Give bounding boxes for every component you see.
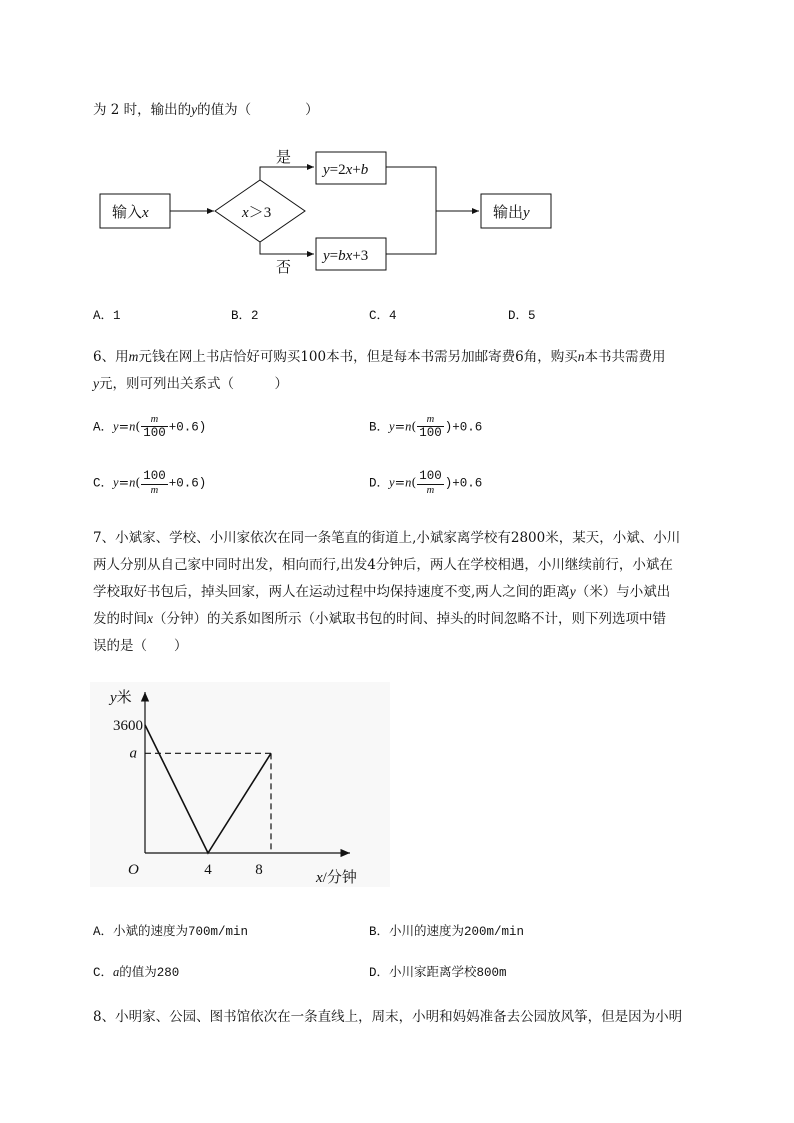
q7-line-2: 两人分别从自己家中同时出发，相向而行,出发4分钟后，两人在学校相遇，小川继续前行，小斌在 bbox=[93, 557, 673, 573]
flow-condition-text: x＞3 bbox=[242, 205, 272, 221]
q6-option-d: D．y=n( $\frac{100}{m}$ )+0.6 bbox=[369, 469, 483, 496]
q7-line-1: 7、小斌家、学校、小川家依次在同一条笔直的街道上,小斌家离学校有2800米，某天，小斌、小川 bbox=[93, 530, 681, 546]
flow-merge-connector bbox=[386, 167, 436, 254]
q6-option-a: A．y=n( $\frac{m}{100}$ +0.6) bbox=[93, 414, 207, 440]
flow-yes-label: 是 bbox=[276, 150, 292, 166]
origin-label: O bbox=[128, 862, 139, 878]
q6-option-c-fraction: $\frac{100}{m}$ bbox=[143, 469, 166, 496]
q6-option-b-fraction: $\frac{m}{100}$ bbox=[419, 414, 442, 440]
q7-chart bbox=[90, 682, 390, 887]
flow-yes-formula: y=2x+b bbox=[323, 162, 369, 178]
flow-input-text: 输入x bbox=[112, 205, 149, 221]
q6-option-d-fraction: $\frac{100}{m}$ bbox=[419, 469, 442, 496]
flow-output-text: 输出y bbox=[493, 205, 530, 221]
y-tick-label-a: a bbox=[129, 745, 137, 762]
q6-line-1: 6、用m元钱在网上书店恰好可购买100本书，但是每本书需另加邮寄费6角，购买n本书共需费用 bbox=[93, 349, 666, 365]
q5-question-tail: 为 2 时，输出的y的值为（ ） bbox=[93, 102, 319, 118]
x-axis-label: x/分钟 bbox=[316, 870, 357, 886]
q7-line-4: 发的时间x（分钟）的关系如图所示（小斌取书包的时间、掉头的时间忽略不计，则下列选项中错 bbox=[93, 611, 666, 627]
q7-line-5: 误的是（ ） bbox=[93, 638, 188, 654]
flowchart bbox=[0, 140, 794, 280]
q8-line-1: 8、小明家、公园、图书馆依次在一条直线上，周末，小明和妈妈准备去公园放风筝，但是因为小明 bbox=[93, 1009, 683, 1025]
flow-no-formula: y=bx+3 bbox=[323, 248, 369, 264]
flow-no-connector bbox=[260, 242, 314, 254]
q6-option-a-fraction: $\frac{m}{100}$ bbox=[143, 414, 166, 440]
x-tick-label-4: 4 bbox=[204, 862, 212, 878]
q7-option-c: C．a的值为280 bbox=[93, 965, 180, 980]
flow-yes-connector bbox=[260, 167, 314, 180]
q7-line-3: 学校取好书包后，掉头回家，两人在运动过程中均保持速度不变,两人之间的距离y（米）与小斌出 bbox=[93, 584, 671, 600]
x-tick-label-8: 8 bbox=[255, 862, 263, 878]
y-tick-label-3600: 3600 bbox=[113, 717, 143, 734]
q7-option-d: D．小川家距离学校800m bbox=[369, 966, 507, 980]
q5-option-b: B．2 bbox=[231, 309, 259, 323]
q7-option-a: A．小斌的速度为700m/min bbox=[93, 925, 249, 939]
q5-option-c: C．4 bbox=[369, 309, 397, 323]
y-axis-label: y米 bbox=[110, 690, 132, 706]
q5-option-a: A．1 bbox=[93, 309, 121, 323]
q6-option-c: C．y=n( $\frac{100}{m}$ +0.6) bbox=[93, 469, 207, 496]
q6-line-2: y元，则可列出关系式（ ） bbox=[93, 376, 288, 392]
q6-option-b: B．y=n( $\frac{m}{100}$ )+0.6 bbox=[369, 414, 483, 440]
flow-no-label: 否 bbox=[276, 260, 292, 276]
q5-option-d: D．5 bbox=[508, 309, 536, 323]
chart-background bbox=[90, 682, 390, 887]
q7-option-b: B．小川的速度为200m/min bbox=[369, 925, 525, 939]
